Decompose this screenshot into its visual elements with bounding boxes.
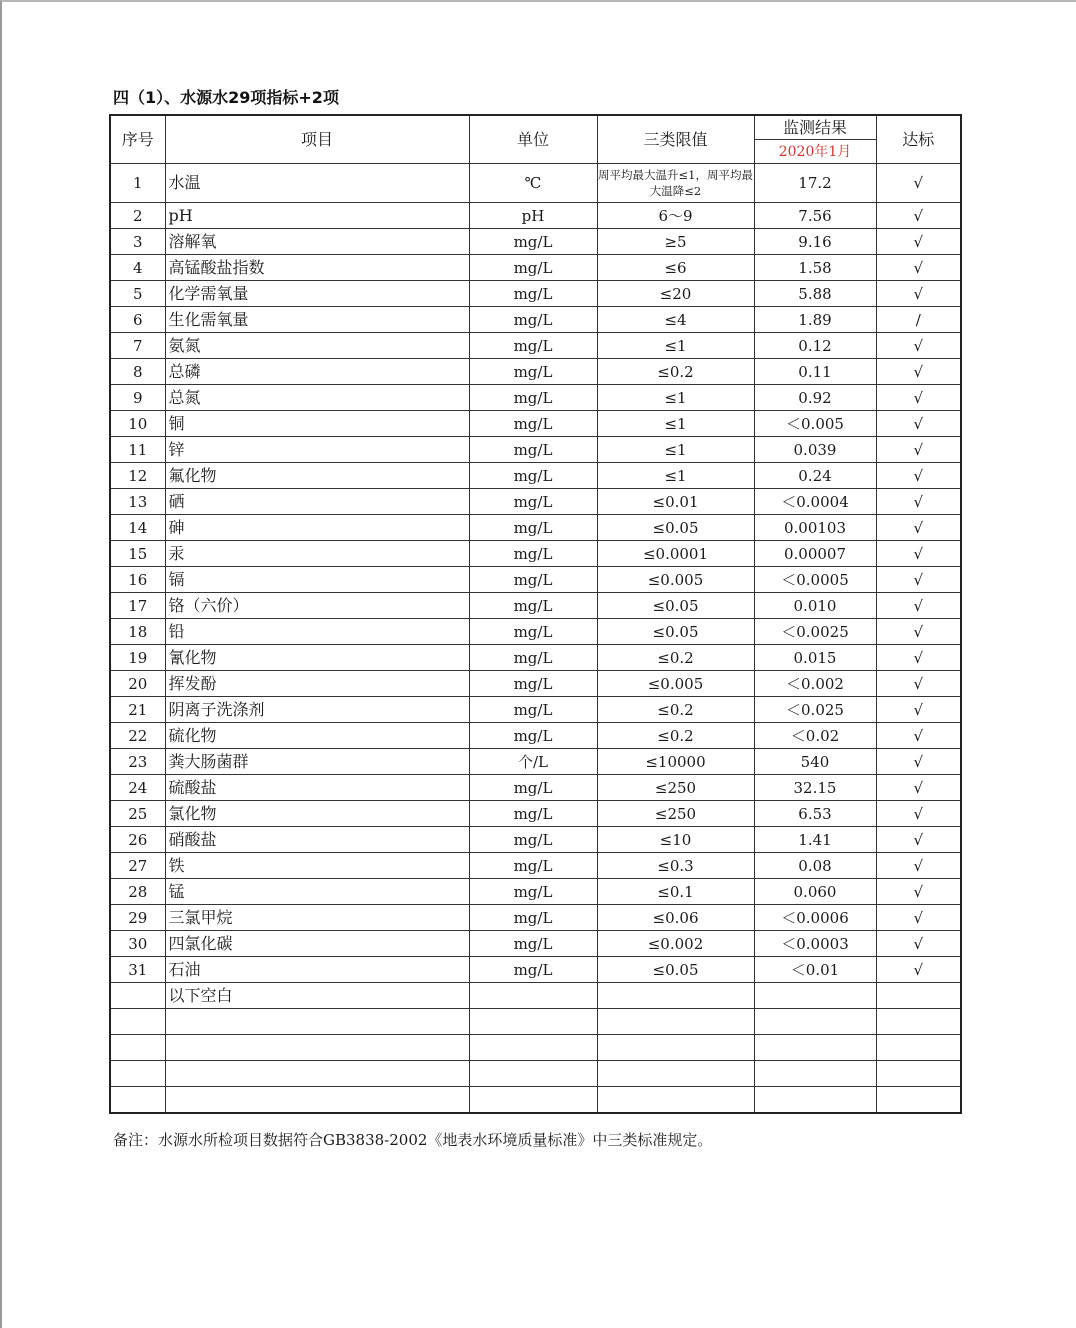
blank-cell: [110, 1009, 165, 1035]
blank-cell: [754, 1009, 876, 1035]
table-row: [110, 723, 961, 749]
cell-result: ＜0.0004: [754, 489, 876, 515]
blank-row: [110, 1061, 961, 1087]
cell-result: 5.88: [754, 281, 876, 307]
cell-unit: mg/L: [469, 697, 597, 723]
cell-limit: ≤20: [597, 281, 754, 307]
cell-seq: 4: [110, 255, 165, 281]
cell-item: 硒: [165, 489, 469, 515]
cell-seq: 13: [110, 489, 165, 515]
cell-limit: ≤6: [597, 255, 754, 281]
water-quality-table: [109, 114, 962, 1114]
cell-limit: 周平均最大温升≤1，周平均最大温降≤2: [597, 164, 754, 203]
blank-cell: [876, 983, 961, 1009]
cell-pass: √: [876, 879, 961, 905]
cell-item: 铅: [165, 619, 469, 645]
table-row: [110, 164, 961, 203]
cell-pass: √: [876, 905, 961, 931]
cell-unit: mg/L: [469, 905, 597, 931]
cell-result: 7.56: [754, 203, 876, 229]
cell-seq: 26: [110, 827, 165, 853]
cell-item: 氰化物: [165, 645, 469, 671]
cell-unit: mg/L: [469, 645, 597, 671]
cell-seq: 5: [110, 281, 165, 307]
cell-pass: √: [876, 411, 961, 437]
table-row: [110, 229, 961, 255]
cell-limit: ≤0.05: [597, 515, 754, 541]
blank-cell: [597, 1035, 754, 1061]
cell-item: 汞: [165, 541, 469, 567]
cell-pass: √: [876, 619, 961, 645]
cell-result: 0.00103: [754, 515, 876, 541]
cell-item: 水温: [165, 164, 469, 203]
cell-limit: ≤0.005: [597, 671, 754, 697]
blank-cell: [876, 1087, 961, 1114]
cell-result: 540: [754, 749, 876, 775]
cell-result: ＜0.0006: [754, 905, 876, 931]
blank-cell: [754, 1035, 876, 1061]
cell-item: 锰: [165, 879, 469, 905]
table-row: [110, 489, 961, 515]
table-row: [110, 775, 961, 801]
cell-limit: ≤1: [597, 463, 754, 489]
cell-seq: 28: [110, 879, 165, 905]
table-row: [110, 619, 961, 645]
cell-item: 硫化物: [165, 723, 469, 749]
cell-result: 17.2: [754, 164, 876, 203]
cell-pass: √: [876, 697, 961, 723]
cell-unit: mg/L: [469, 281, 597, 307]
cell-pass: √: [876, 567, 961, 593]
cell-limit: ≤0.3: [597, 853, 754, 879]
cell-seq: 11: [110, 437, 165, 463]
cell-item: 氨氮: [165, 333, 469, 359]
cell-pass: √: [876, 853, 961, 879]
table-heading: 四（1）、水源水29项指标+2项: [113, 88, 339, 107]
cell-seq: 21: [110, 697, 165, 723]
cell-seq: 17: [110, 593, 165, 619]
cell-unit: mg/L: [469, 489, 597, 515]
cell-unit: mg/L: [469, 775, 597, 801]
cell-result: 0.08: [754, 853, 876, 879]
cell-item: pH: [165, 203, 469, 229]
cell-result: 0.92: [754, 385, 876, 411]
table-row: [110, 671, 961, 697]
cell-unit: ℃: [469, 164, 597, 203]
cell-pass: √: [876, 255, 961, 281]
cell-item: 阴离子洗涤剂: [165, 697, 469, 723]
cell-seq: 30: [110, 931, 165, 957]
cell-pass: √: [876, 489, 961, 515]
table-row: [110, 385, 961, 411]
table-row: [110, 853, 961, 879]
table-row: [110, 931, 961, 957]
cell-pass: √: [876, 359, 961, 385]
cell-unit: mg/L: [469, 879, 597, 905]
table-row: [110, 203, 961, 229]
cell-pass: √: [876, 645, 961, 671]
cell-result: ＜0.002: [754, 671, 876, 697]
blank-cell: [876, 1035, 961, 1061]
cell-limit: ≤0.1: [597, 879, 754, 905]
cell-result: 0.00007: [754, 541, 876, 567]
cell-item: 铁: [165, 853, 469, 879]
cell-unit: mg/L: [469, 593, 597, 619]
blank-row: [110, 1087, 961, 1114]
cell-result: 9.16: [754, 229, 876, 255]
cell-item: 石油: [165, 957, 469, 983]
cell-unit: mg/L: [469, 671, 597, 697]
cell-item: 四氯化碳: [165, 931, 469, 957]
cell-seq: 10: [110, 411, 165, 437]
cell-seq: 18: [110, 619, 165, 645]
cell-limit: ≤10: [597, 827, 754, 853]
table-row: [110, 255, 961, 281]
cell-unit: mg/L: [469, 931, 597, 957]
cell-pass: √: [876, 437, 961, 463]
cell-limit: ≤0.05: [597, 957, 754, 983]
cell-limit: ≤1: [597, 333, 754, 359]
cell-item: 砷: [165, 515, 469, 541]
table-row: [110, 307, 961, 333]
blank-cell: [754, 983, 876, 1009]
table-row: [110, 697, 961, 723]
cell-result: 0.039: [754, 437, 876, 463]
cell-pass: √: [876, 333, 961, 359]
cell-result: ＜0.025: [754, 697, 876, 723]
cell-pass: √: [876, 463, 961, 489]
cell-pass: √: [876, 749, 961, 775]
cell-limit: ≤250: [597, 775, 754, 801]
table-row: [110, 567, 961, 593]
cell-limit: ≤250: [597, 801, 754, 827]
blank-cell: [165, 1087, 469, 1114]
cell-seq: 25: [110, 801, 165, 827]
cell-item: 生化需氧量: [165, 307, 469, 333]
cell-result: ＜0.0003: [754, 931, 876, 957]
cell-limit: ≤0.01: [597, 489, 754, 515]
cell-pass: √: [876, 827, 961, 853]
cell-seq: 14: [110, 515, 165, 541]
cell-seq: 6: [110, 307, 165, 333]
cell-seq: 19: [110, 645, 165, 671]
cell-item: 锌: [165, 437, 469, 463]
cell-unit: mg/L: [469, 229, 597, 255]
cell-pass: √: [876, 723, 961, 749]
cell-result: 0.060: [754, 879, 876, 905]
cell-item: 总氮: [165, 385, 469, 411]
blank-cell: [597, 983, 754, 1009]
table-row: [110, 801, 961, 827]
cell-pass: √: [876, 203, 961, 229]
cell-seq: 8: [110, 359, 165, 385]
table-body: [110, 115, 961, 1113]
cell-limit: ≤1: [597, 385, 754, 411]
cell-seq: 12: [110, 463, 165, 489]
cell-result: 6.53: [754, 801, 876, 827]
cell-pass: √: [876, 281, 961, 307]
cell-limit: ≤0.2: [597, 697, 754, 723]
cell-unit: mg/L: [469, 801, 597, 827]
cell-result: 1.58: [754, 255, 876, 281]
blank-cell: [597, 1009, 754, 1035]
table-row: [110, 437, 961, 463]
table-row: [110, 593, 961, 619]
cell-limit: ≤0.0001: [597, 541, 754, 567]
cell-limit: ≤0.002: [597, 931, 754, 957]
cell-limit: 6～9: [597, 203, 754, 229]
cell-item: 挥发酚: [165, 671, 469, 697]
blank-row: [110, 1035, 961, 1061]
cell-result: 1.89: [754, 307, 876, 333]
cell-unit: mg/L: [469, 411, 597, 437]
cell-seq: 9: [110, 385, 165, 411]
header-row: [110, 115, 961, 140]
cell-seq: 7: [110, 333, 165, 359]
cell-pass: √: [876, 164, 961, 203]
cell-unit: mg/L: [469, 619, 597, 645]
cell-seq: 3: [110, 229, 165, 255]
table-row: [110, 541, 961, 567]
cell-seq: 23: [110, 749, 165, 775]
blank-cell: [165, 1035, 469, 1061]
header-pass: 达标: [876, 115, 961, 164]
cell-item: 铬（六价）: [165, 593, 469, 619]
table-row: [110, 879, 961, 905]
blank-cell: [754, 1087, 876, 1114]
cell-unit: mg/L: [469, 385, 597, 411]
cell-limit: ≤0.2: [597, 359, 754, 385]
cell-result: ＜0.0005: [754, 567, 876, 593]
header-result-title: 监测结果: [754, 115, 876, 140]
cell-unit: pH: [469, 203, 597, 229]
header-seq: 序号: [110, 115, 165, 164]
table-row: [110, 333, 961, 359]
cell-seq: 20: [110, 671, 165, 697]
cell-result: ＜0.01: [754, 957, 876, 983]
blank-row: [110, 1009, 961, 1035]
blank-cell: [597, 1087, 754, 1114]
cell-pass: √: [876, 515, 961, 541]
cell-limit: ≤0.06: [597, 905, 754, 931]
cell-item: 溶解氧: [165, 229, 469, 255]
blank-cell: [110, 983, 165, 1009]
cell-result: ＜0.0025: [754, 619, 876, 645]
cell-item: 铜: [165, 411, 469, 437]
cell-result: 1.41: [754, 827, 876, 853]
table-row: [110, 645, 961, 671]
cell-unit: mg/L: [469, 333, 597, 359]
blank-cell: [165, 1061, 469, 1087]
cell-seq: 2: [110, 203, 165, 229]
blank-cell: [110, 1061, 165, 1087]
table-row: [110, 515, 961, 541]
blank-marker: 以下空白: [165, 983, 469, 1009]
blank-cell: [110, 1087, 165, 1114]
cell-limit: ≥5: [597, 229, 754, 255]
cell-pass: √: [876, 229, 961, 255]
cell-limit: ≤0.05: [597, 593, 754, 619]
cell-unit: mg/L: [469, 541, 597, 567]
blank-cell: [110, 1035, 165, 1061]
cell-item: 硝酸盐: [165, 827, 469, 853]
footnote: 备注：水源水所检项目数据符合GB3838-2002《地表水环境质量标准》中三类标准规定。: [113, 1131, 713, 1149]
cell-item: 高锰酸盐指数: [165, 255, 469, 281]
cell-unit: 个/L: [469, 749, 597, 775]
table-row: [110, 905, 961, 931]
blank-cell: [469, 1061, 597, 1087]
table-row: [110, 827, 961, 853]
cell-seq: 1: [110, 164, 165, 203]
blank-cell: [597, 1061, 754, 1087]
cell-pass: √: [876, 671, 961, 697]
cell-unit: mg/L: [469, 567, 597, 593]
table-row: [110, 463, 961, 489]
cell-pass: √: [876, 593, 961, 619]
cell-unit: mg/L: [469, 827, 597, 853]
cell-item: 粪大肠菌群: [165, 749, 469, 775]
cell-unit: mg/L: [469, 957, 597, 983]
blank-row: [110, 983, 961, 1009]
cell-pass: √: [876, 931, 961, 957]
blank-cell: [754, 1061, 876, 1087]
cell-unit: mg/L: [469, 723, 597, 749]
blank-cell: [876, 1061, 961, 1087]
cell-limit: ≤0.2: [597, 645, 754, 671]
blank-cell: [469, 1009, 597, 1035]
cell-result: 0.12: [754, 333, 876, 359]
cell-limit: ≤10000: [597, 749, 754, 775]
cell-result: ＜0.02: [754, 723, 876, 749]
cell-pass: √: [876, 957, 961, 983]
cell-pass: /: [876, 307, 961, 333]
cell-pass: √: [876, 385, 961, 411]
cell-seq: 27: [110, 853, 165, 879]
cell-item: 硫酸盐: [165, 775, 469, 801]
table-row: [110, 411, 961, 437]
cell-unit: mg/L: [469, 463, 597, 489]
header-unit: 单位: [469, 115, 597, 164]
cell-result: 0.24: [754, 463, 876, 489]
table-row: [110, 957, 961, 983]
cell-seq: 24: [110, 775, 165, 801]
blank-cell: [469, 1035, 597, 1061]
cell-item: 三氯甲烷: [165, 905, 469, 931]
cell-seq: 31: [110, 957, 165, 983]
cell-item: 氯化物: [165, 801, 469, 827]
table-row: [110, 359, 961, 385]
blank-cell: [876, 1009, 961, 1035]
cell-item: 化学需氧量: [165, 281, 469, 307]
cell-unit: mg/L: [469, 515, 597, 541]
header-limit: 三类限值: [597, 115, 754, 164]
cell-unit: mg/L: [469, 437, 597, 463]
cell-pass: √: [876, 775, 961, 801]
cell-unit: mg/L: [469, 359, 597, 385]
blank-cell: [469, 1087, 597, 1114]
cell-item: 镉: [165, 567, 469, 593]
cell-result: 32.15: [754, 775, 876, 801]
table-row: [110, 281, 961, 307]
cell-item: 总磷: [165, 359, 469, 385]
blank-cell: [165, 1009, 469, 1035]
cell-seq: 15: [110, 541, 165, 567]
cell-pass: √: [876, 541, 961, 567]
cell-limit: ≤4: [597, 307, 754, 333]
cell-limit: ≤1: [597, 437, 754, 463]
cell-result: 0.015: [754, 645, 876, 671]
cell-limit: ≤0.005: [597, 567, 754, 593]
cell-result: 0.010: [754, 593, 876, 619]
cell-seq: 29: [110, 905, 165, 931]
cell-result: 0.11: [754, 359, 876, 385]
cell-limit: ≤1: [597, 411, 754, 437]
cell-limit: ≤0.2: [597, 723, 754, 749]
cell-pass: √: [876, 801, 961, 827]
cell-unit: mg/L: [469, 853, 597, 879]
cell-unit: mg/L: [469, 255, 597, 281]
blank-cell: [469, 983, 597, 1009]
cell-limit: ≤0.05: [597, 619, 754, 645]
cell-item: 氟化物: [165, 463, 469, 489]
cell-unit: mg/L: [469, 307, 597, 333]
header-item: 项目: [165, 115, 469, 164]
table-row: [110, 749, 961, 775]
header-result-period: 2020年1月: [754, 140, 876, 164]
cell-result: ＜0.005: [754, 411, 876, 437]
cell-seq: 22: [110, 723, 165, 749]
cell-seq: 16: [110, 567, 165, 593]
